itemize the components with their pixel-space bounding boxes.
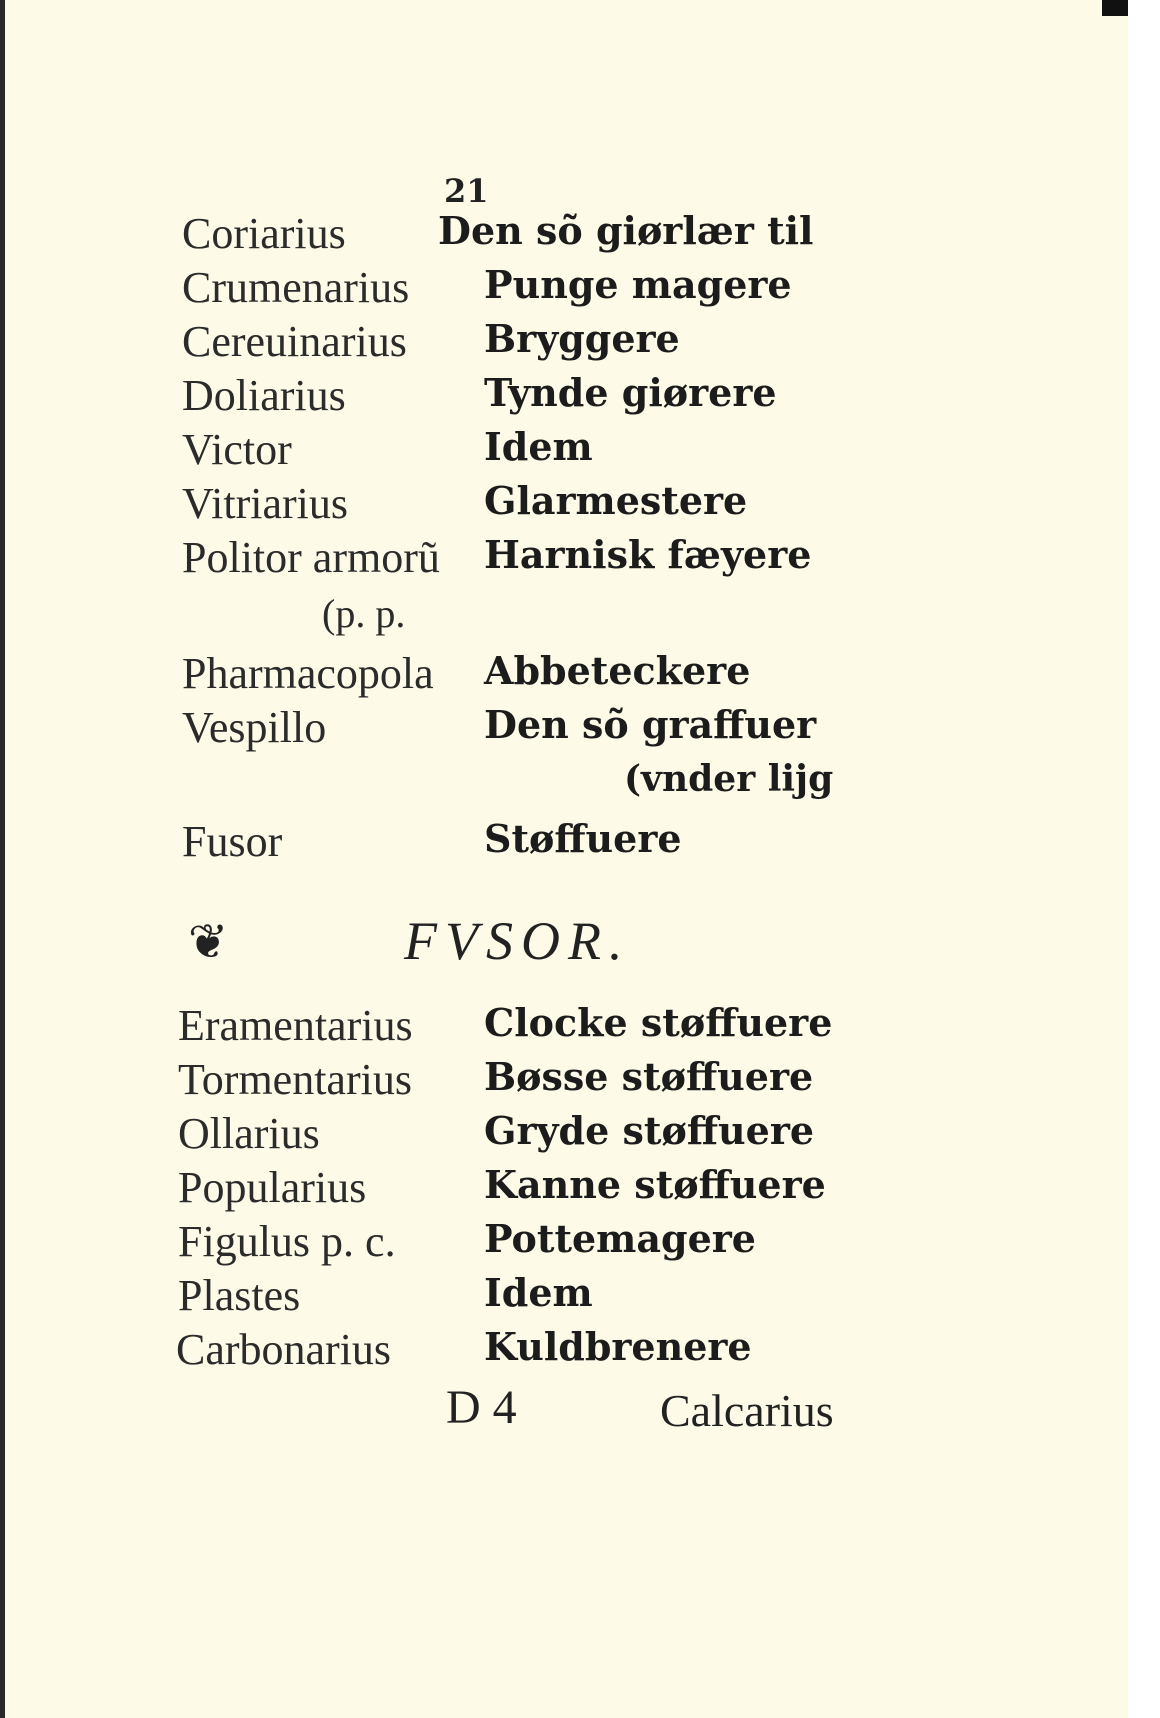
latin-term: Plastes (178, 1271, 301, 1320)
entry-row (0, 316, 1128, 372)
danish-continuation: (vnder lijg (624, 758, 834, 800)
entry-row (0, 702, 1128, 758)
danish-term: Kanne støffuere (484, 1162, 826, 1207)
latin-term: Ollarius (178, 1109, 320, 1158)
danish-term: Pottemagere (484, 1216, 756, 1261)
latin-term: Cereuinarius (182, 317, 407, 366)
latin-term: Eramentarius (178, 1001, 413, 1050)
entry-row (0, 1000, 1128, 1056)
danish-term: Gryde støffuere (484, 1108, 815, 1153)
danish-term: Idem (484, 1270, 593, 1315)
entry-row (0, 370, 1128, 426)
entry-row (0, 532, 1128, 588)
danish-term: Harnisk fæyere (484, 532, 812, 577)
latin-term: Carbonarius (176, 1325, 392, 1374)
danish-term: Tynde giørere (484, 370, 777, 415)
latin-term: Politor armorũ (182, 533, 440, 582)
danish-term: Idem (484, 424, 593, 469)
danish-term: Kuldbrenere (484, 1324, 752, 1369)
danish-term: Abbeteckere (484, 648, 751, 693)
entry-row (0, 208, 1128, 264)
latin-term: Coriarius (182, 209, 346, 258)
section-heading: FVSOR. (404, 911, 631, 971)
danish-term: Støffuere (484, 816, 682, 861)
entry-row (0, 1216, 1128, 1272)
entry-row (0, 262, 1128, 318)
entry-row (0, 478, 1128, 534)
latin-term: Crumenarius (182, 263, 410, 312)
latin-term: Popularius (178, 1163, 367, 1212)
danish-term: Punge magere (484, 262, 792, 307)
scan-corner-mark (1102, 0, 1128, 16)
danish-term: Den sõ graffuer (484, 702, 817, 747)
latin-term: Victor (182, 425, 292, 474)
entry-row (0, 1270, 1128, 1326)
latin-term: Vespillo (182, 703, 327, 752)
entry-row (0, 648, 1128, 704)
section-header (0, 910, 1128, 980)
danish-term: Den sõ giørlær til (438, 208, 814, 253)
catchword: Calcarius (660, 1385, 834, 1436)
signature-mark: D 4 (446, 1381, 517, 1434)
latin-term: Tormentarius (178, 1055, 412, 1104)
danish-term: Bøsse støffuere (484, 1054, 814, 1099)
latin-term: Figulus p. c. (178, 1217, 396, 1266)
latin-term: Doliarius (182, 371, 346, 420)
fleuron-icon: ❦ (188, 914, 229, 970)
danish-term: Glarmestere (484, 478, 748, 523)
page-footer (0, 1380, 1128, 1440)
entry-row (0, 424, 1128, 480)
danish-term: Bryggere (484, 316, 680, 361)
entry-row (0, 1054, 1128, 1110)
folio-number: 21 (444, 172, 489, 210)
entry-row (0, 1108, 1128, 1164)
entry-row (0, 816, 1128, 872)
danish-term: Clocke støffuere (484, 1000, 833, 1045)
latin-term: Vitriarius (182, 479, 348, 528)
latin-term: Pharmacopola (182, 649, 434, 698)
entry-row (0, 1324, 1128, 1380)
latin-term: Fusor (182, 817, 283, 866)
entry-row (0, 1162, 1128, 1218)
latin-continuation: (p. p. (322, 591, 406, 636)
